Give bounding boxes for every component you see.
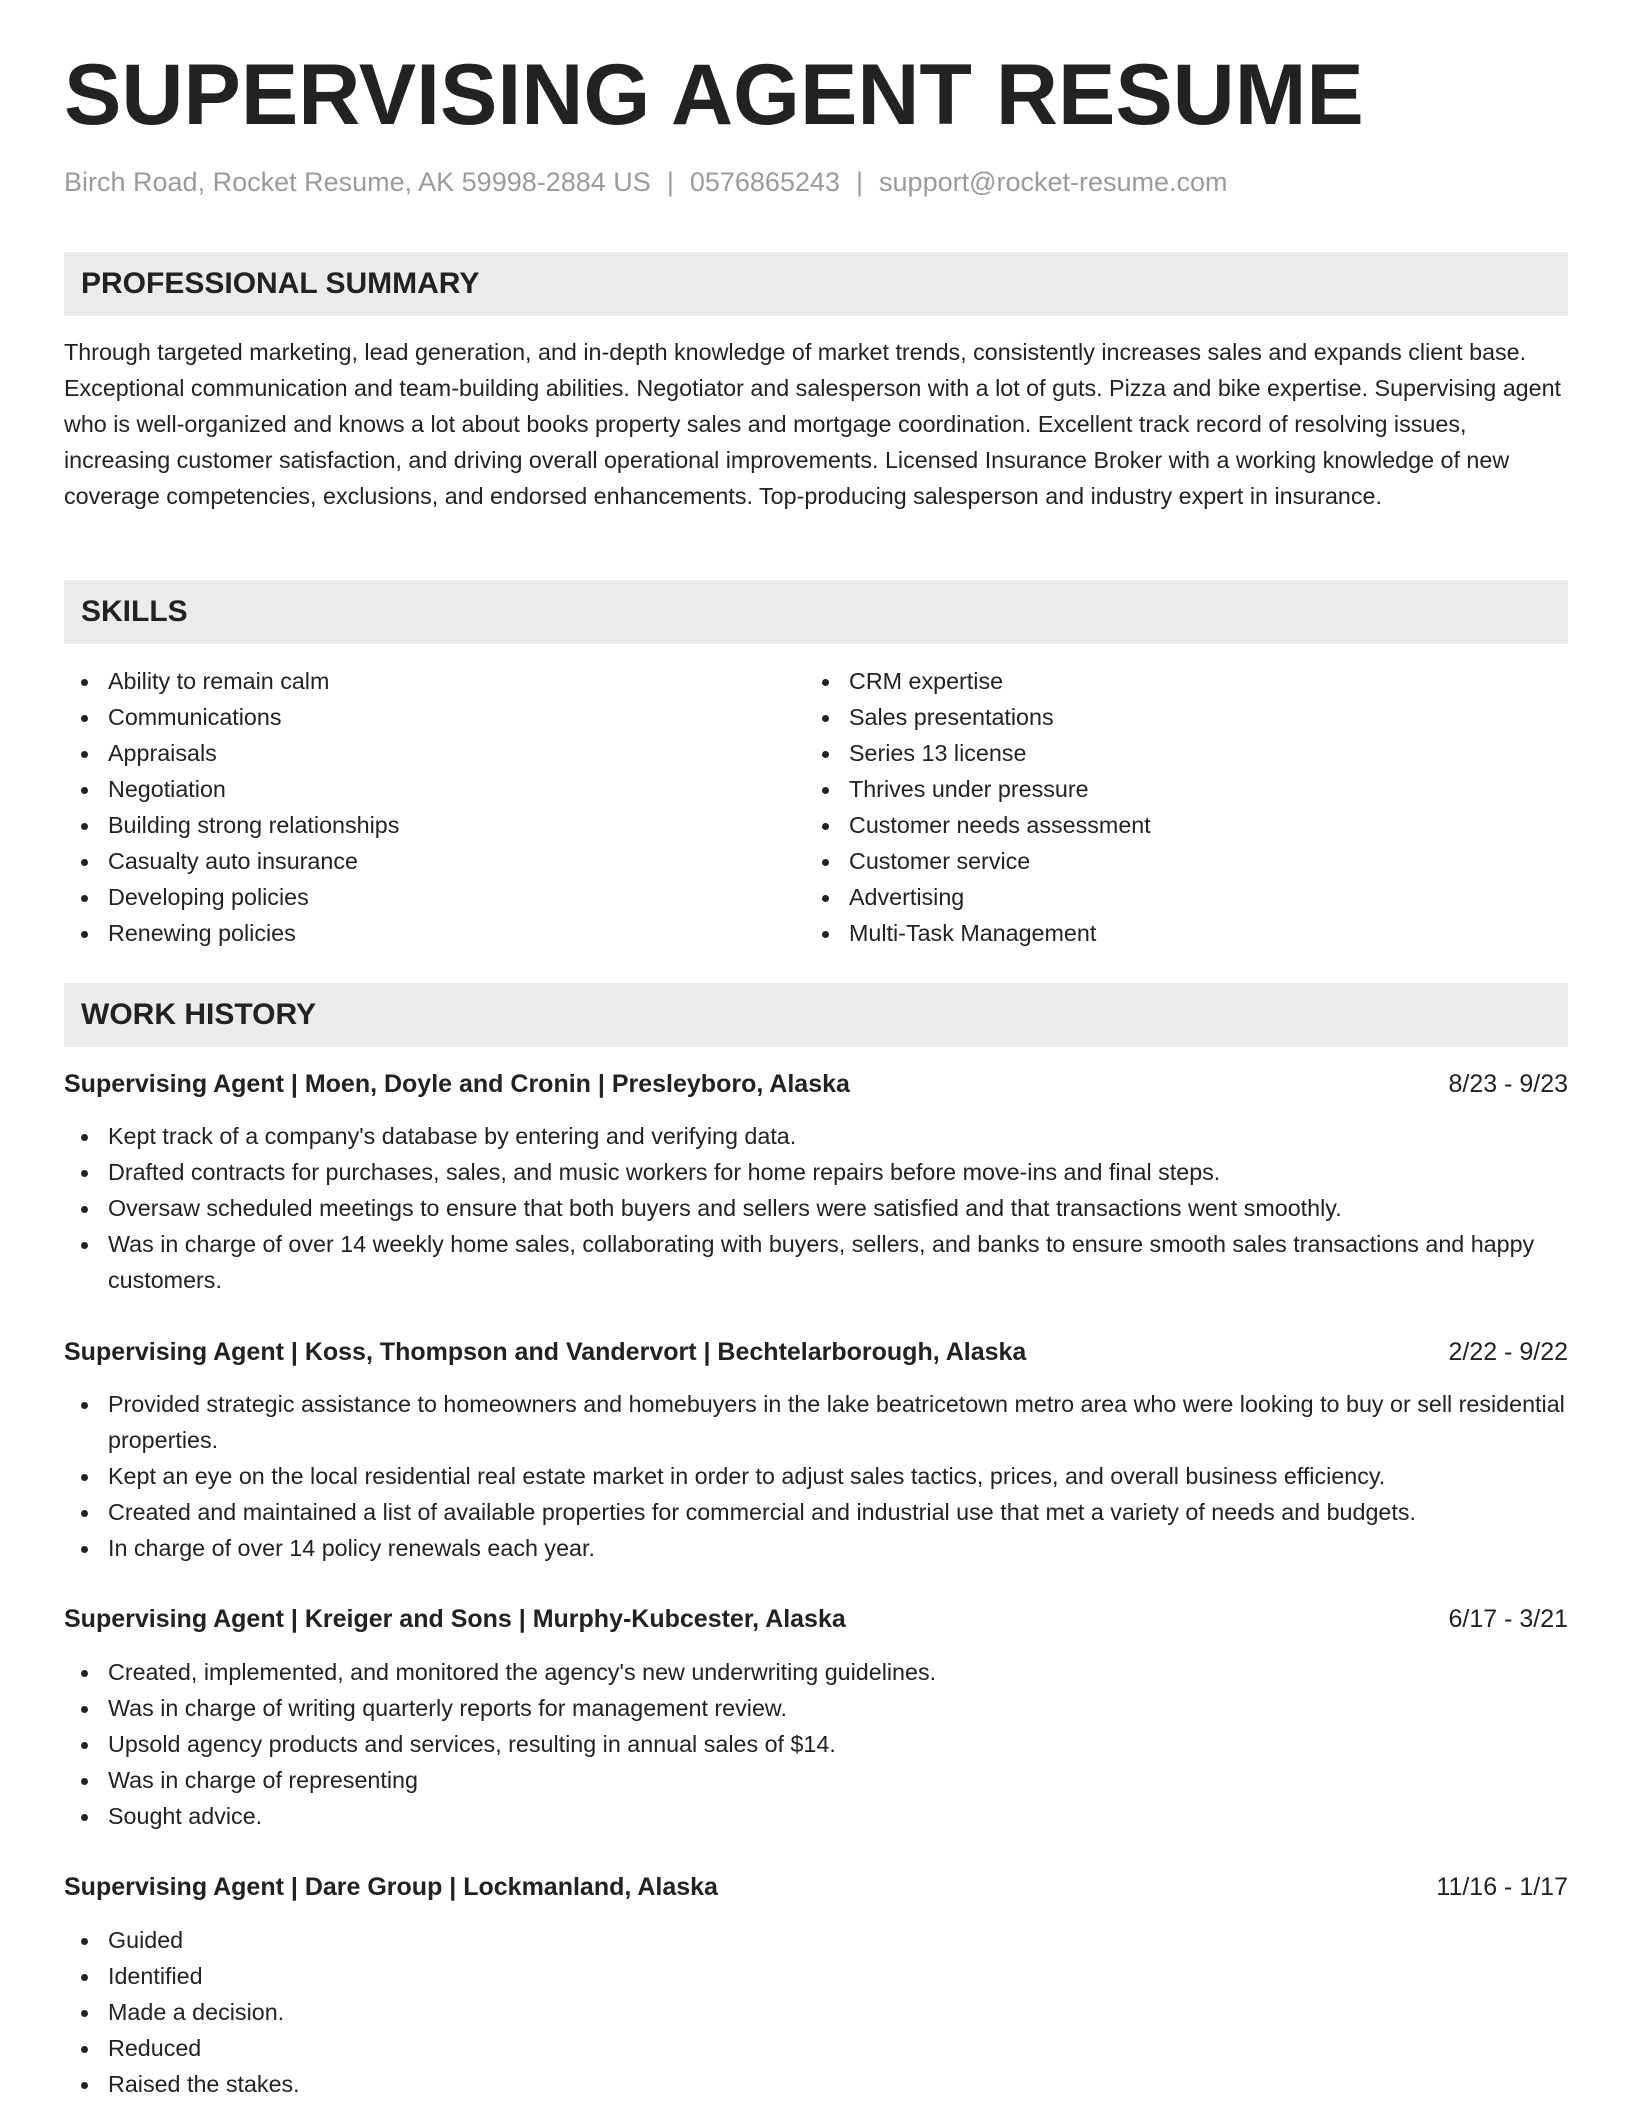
job-bullet: Reduced bbox=[64, 2030, 1568, 2066]
contact-line bbox=[64, 166, 1228, 198]
skill-item: Thrives under pressure bbox=[805, 771, 1505, 807]
contact-email: support@rocket-resume.com bbox=[879, 167, 1228, 197]
skill-item: Ability to remain calm bbox=[64, 663, 764, 699]
skill-item: Casualty auto insurance bbox=[64, 843, 764, 879]
job-header bbox=[64, 1066, 1568, 1102]
job-dates: 6/17 - 3/21 bbox=[1448, 1605, 1568, 1633]
work-heading-band bbox=[64, 983, 1568, 1047]
skill-item: Communications bbox=[64, 699, 764, 735]
skill-item: Sales presentations bbox=[805, 699, 1505, 735]
work-heading: WORK HISTORY bbox=[81, 998, 317, 1031]
contact-separator: | bbox=[666, 167, 674, 197]
skill-item: Renewing policies bbox=[64, 915, 764, 951]
skill-item: Developing policies bbox=[64, 879, 764, 915]
job-bullet: Guided bbox=[64, 1922, 1568, 1958]
job-dates: 8/23 - 9/23 bbox=[1448, 1070, 1568, 1098]
job-title: Supervising Agent | Moen, Doyle and Cronin | Presleyboro, Alaska bbox=[64, 1070, 850, 1098]
job-bullet: In charge of over 14 policy renewals each year. bbox=[64, 1530, 1568, 1566]
job-bullet: Made a decision. bbox=[64, 1994, 1568, 2030]
job-title: Supervising Agent | Koss, Thompson and Vandervort | Bechtelarborough, Alaska bbox=[64, 1338, 1027, 1366]
job-bullet: Sought advice. bbox=[64, 1798, 1568, 1834]
job-header bbox=[64, 1869, 1568, 1905]
job-bullets bbox=[64, 1386, 1568, 1566]
job-bullet: Kept an eye on the local residential real estate market in order to adjust sales tactics, prices, and overall business efficiency. bbox=[64, 1458, 1568, 1494]
contact-separator: | bbox=[856, 167, 864, 197]
summary-text: Through targeted marketing, lead generation, and in-depth knowledge of market trends, consistently increases sales and expands client base. Exceptional communication and team-building abilities. Negotiator and salesperson with a lot of guts. Pizza and bike expertise. Supervising agent who is well-organized and knows a lot about books property sales and mortgage coordination. Excellent track record of resolving issues, increasing customer satisfaction, and driving overall operational improvements. Licensed Insurance Broker with a working knowledge of new coverage competencies, exclusions, and endorsed enhancements. Top-producing salesperson and industry expert in insurance. bbox=[64, 339, 1562, 509]
job-bullet: Kept track of a company's database by entering and verifying data. bbox=[64, 1118, 1568, 1154]
job-bullet: Was in charge of representing bbox=[64, 1762, 1568, 1798]
contact-address: Birch Road, Rocket Resume, AK 59998-2884 US bbox=[64, 167, 651, 197]
skill-item: Advertising bbox=[805, 879, 1505, 915]
skill-item: CRM expertise bbox=[805, 663, 1505, 699]
job-bullet: Was in charge of over 14 weekly home sales, collaborating with buyers, sellers, and banks to ensure smooth sales transactions and happy customers. bbox=[64, 1226, 1568, 1298]
job-dates: 2/22 - 9/22 bbox=[1448, 1338, 1568, 1366]
skill-item: Multi-Task Management bbox=[805, 915, 1505, 951]
skill-item: Building strong relationships bbox=[64, 807, 764, 843]
resume-name: SUPERVISING AGENT RESUME bbox=[64, 47, 1364, 143]
skills-list-left bbox=[64, 663, 764, 951]
job-bullets bbox=[64, 1118, 1568, 1298]
job-title: Supervising Agent | Kreiger and Sons | Murphy-Kubcester, Alaska bbox=[64, 1605, 846, 1633]
job-header bbox=[64, 1334, 1568, 1370]
summary-heading: PROFESSIONAL SUMMARY bbox=[81, 267, 480, 300]
skills-heading: SKILLS bbox=[81, 595, 188, 628]
summary-heading-band bbox=[64, 252, 1568, 316]
job-bullets bbox=[64, 1654, 1568, 1834]
job-dates: 11/16 - 1/17 bbox=[1436, 1873, 1568, 1901]
job-bullet: Created, implemented, and monitored the agency's new underwriting guidelines. bbox=[64, 1654, 1568, 1690]
skill-item: Customer service bbox=[805, 843, 1505, 879]
contact-phone: 0576865243 bbox=[689, 167, 841, 197]
job-bullet: Upsold agency products and services, resulting in annual sales of $14. bbox=[64, 1726, 1568, 1762]
skill-item: Series 13 license bbox=[805, 735, 1505, 771]
job-bullet: Oversaw scheduled meetings to ensure that both buyers and sellers were satisfied and that transactions went smoothly. bbox=[64, 1190, 1568, 1226]
job-bullets bbox=[64, 1922, 1568, 2102]
job-bullet: Was in charge of writing quarterly reports for management review. bbox=[64, 1690, 1568, 1726]
skill-item: Customer needs assessment bbox=[805, 807, 1505, 843]
skill-item: Negotiation bbox=[64, 771, 764, 807]
job-bullet: Created and maintained a list of available properties for commercial and industrial use that met a variety of needs and budgets. bbox=[64, 1494, 1568, 1530]
job-header bbox=[64, 1601, 1568, 1637]
job-bullet: Raised the stakes. bbox=[64, 2066, 1568, 2102]
skills-heading-band bbox=[64, 580, 1568, 644]
skills-list-right bbox=[805, 663, 1505, 951]
skill-item: Appraisals bbox=[64, 735, 764, 771]
job-title: Supervising Agent | Dare Group | Lockmanland, Alaska bbox=[64, 1873, 718, 1901]
job-bullet: Provided strategic assistance to homeowners and homebuyers in the lake beatricetown metro area who were looking to buy or sell residential properties. bbox=[64, 1386, 1568, 1458]
job-bullet: Identified bbox=[64, 1958, 1568, 1994]
job-bullet: Drafted contracts for purchases, sales, and music workers for home repairs before move-ins and final steps. bbox=[64, 1154, 1568, 1190]
